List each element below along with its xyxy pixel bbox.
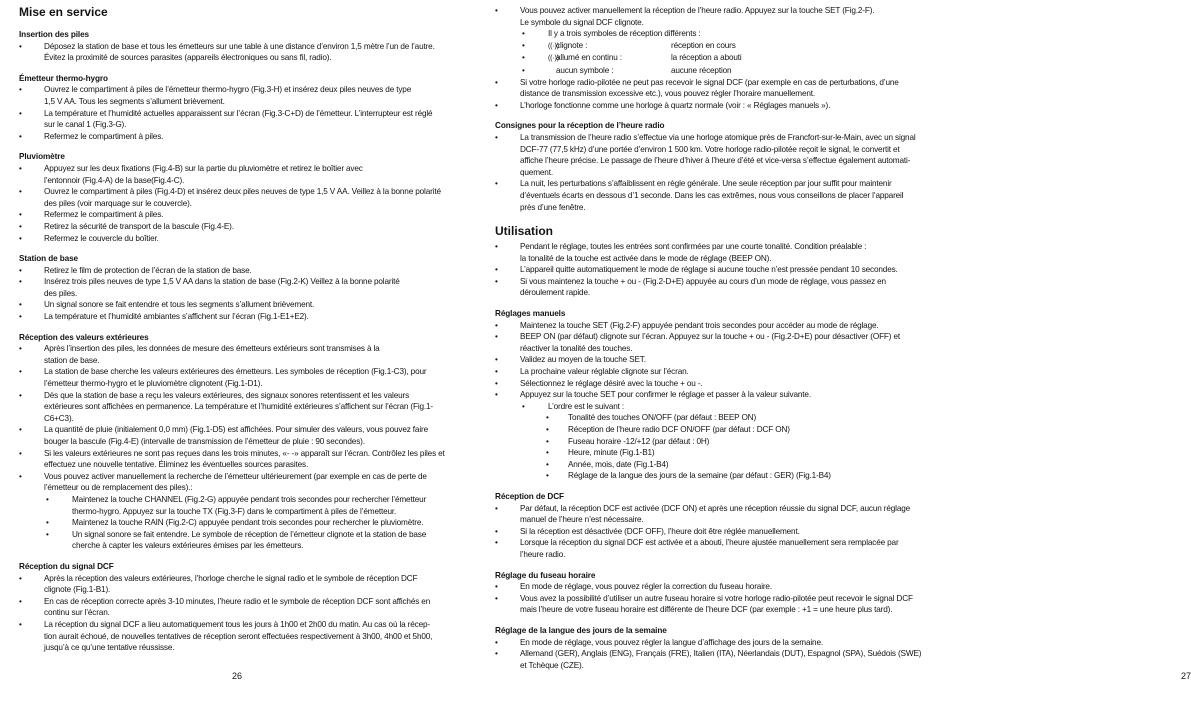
- symbol-state: allumé en continu :: [556, 53, 622, 63]
- item-line: bouger la bascule (Fig.4-E) (intervalle de transmission de l’émetteur de pluie : 90 secondes).: [44, 437, 365, 446]
- bullet: •: [495, 593, 498, 603]
- bullet: •: [495, 390, 498, 400]
- item-line: Vous avez la possibilité d’utiliser un autre fuseau horaire si votre horloge radio-pilotée peut recevoir le signal DCF: [520, 593, 913, 603]
- bullet: •: [19, 344, 22, 354]
- list-item: [19, 529, 451, 552]
- bullet: •: [546, 448, 549, 458]
- item-line: effectuez une nouvelle tentative. Éliminez les éventuelles sources parasites.: [44, 460, 309, 470]
- reception-symbol-row: [495, 52, 927, 65]
- list-item: [19, 390, 451, 425]
- item-line: continu sur l’écran.: [44, 608, 110, 618]
- item-line: manuel de l’heure n’est nécessaire.: [520, 515, 644, 525]
- bullet: •: [546, 425, 549, 434]
- symbol-meaning: la réception a abouti: [671, 53, 742, 63]
- bullet: •: [495, 242, 498, 252]
- bullet: •: [546, 436, 549, 446]
- bullet: •: [19, 187, 22, 197]
- bullet: •: [495, 526, 498, 536]
- bullet: •: [495, 367, 498, 377]
- item-line: clignote (Fig.1-B1).: [44, 585, 111, 595]
- item-line: jusqu’à ce qu’une tentative réussisse.: [44, 643, 175, 653]
- left-page: [0, 0, 460, 703]
- section: [495, 120, 927, 213]
- bullet: •: [19, 596, 22, 606]
- item-line: Si vous maintenez la touche + ou - (Fig.2-D+E) appuyée au cours d’un mode de réglage, vous passez en: [520, 276, 886, 286]
- left-page-content: [19, 5, 451, 654]
- item-line: mais l’heure de votre fuseau horaire est différente de l’heure DCF (par exemple : +1 = une heure plus tard).: [520, 605, 893, 615]
- section: [19, 561, 451, 654]
- settings-order-text: Année, mois, date (Fig.1-B4): [568, 459, 669, 469]
- item-line: réactiver la tonalité des touches.: [520, 343, 633, 353]
- bullet: •: [495, 265, 498, 275]
- section: [19, 332, 451, 552]
- item-line: Retirez la sécurité de transport de la bascule (Fig.4-E).: [44, 221, 234, 231]
- section-heading: Réglages manuels: [495, 309, 566, 319]
- section-heading: Pluviomètre: [19, 152, 65, 162]
- page-number-right: 27: [1181, 671, 1191, 681]
- section-heading: Réglage du fuseau horaire: [495, 570, 596, 580]
- bullet: •: [19, 390, 22, 400]
- item-line: Un signal sonore se fait entendre et tous les segments s’allument brièvement.: [44, 300, 315, 310]
- bullet: •: [495, 276, 498, 286]
- item-line: Évitez la proximité de sources parasites (appareils électroniques ou sans fil, radio).: [44, 53, 332, 63]
- list-item: [495, 320, 927, 332]
- item-line: Il y a trois symboles de réception différents :: [548, 29, 701, 39]
- list-item: [495, 354, 927, 366]
- settings-order-item: [495, 447, 927, 459]
- item-line: et Tchèque (CZE).: [520, 660, 584, 670]
- page-number-left: 26: [232, 671, 243, 681]
- section: [495, 491, 927, 561]
- bullet: •: [46, 529, 49, 539]
- item-line: affiche l’heure précise. Le passage de l’heure d’hiver à l’heure d’été et vice-versa s’effectue également automati-: [520, 156, 911, 166]
- list-item: [495, 537, 927, 560]
- settings-order-text: Réception de l’heure radio DCF ON/OFF (par défaut : DCF ON): [568, 425, 790, 434]
- item-line: d’éventuels écarts en dessous d’1 seconde. Dans les cas extrêmes, nous vous conseillons de placer l’appareil: [520, 190, 904, 200]
- bullet: •: [495, 320, 498, 330]
- list-item: [19, 131, 451, 143]
- reception-symbols-list: [495, 40, 927, 77]
- right-sections: [495, 491, 927, 671]
- item-line: BEEP ON (par défaut) clignote sur l’écran. Appuyez sur la touche + ou - (Fig.2-D+E) pour désactiver (OFF) et: [520, 332, 901, 342]
- item-line: C6+C3).: [44, 413, 74, 423]
- item-line: station de base.: [44, 355, 100, 365]
- item-line: l’heure radio.: [520, 549, 566, 559]
- item-line: En cas de réception correcte après 3-10 minutes, l’heure radio et le symbole de réception DCF sont affichés en: [44, 596, 431, 606]
- list-item: [19, 41, 451, 64]
- list-item: [495, 648, 927, 671]
- symbol-meaning: aucune réception: [671, 65, 732, 75]
- bullet: •: [522, 29, 525, 39]
- settings-order-text: Heure, minute (Fig.1-B1): [568, 448, 655, 458]
- list-item: [19, 233, 451, 245]
- list-item: [19, 424, 451, 447]
- list-item: [495, 264, 927, 276]
- item-line: Si la réception est désactivée (DCF OFF), l’heure doit être réglée manuellement.: [520, 526, 800, 536]
- bullet: •: [522, 40, 525, 50]
- bullet: •: [495, 378, 498, 388]
- list-item: [19, 448, 451, 471]
- page-title: Mise en service: [19, 5, 108, 19]
- reception-symbol-row: [495, 40, 927, 53]
- bullet: •: [19, 85, 22, 95]
- settings-order-text: Tonalité des touches ON/OFF (par défaut : BEEP ON): [568, 413, 757, 423]
- list-item: [19, 366, 451, 389]
- list-item: [19, 343, 451, 366]
- item-line: L’ordre est le suivant :: [548, 401, 625, 411]
- list-item: [19, 84, 451, 107]
- symbol-label: [548, 40, 671, 53]
- bullet: •: [19, 448, 22, 458]
- bullet: •: [522, 65, 525, 75]
- list-item: [19, 265, 451, 277]
- bullet: •: [495, 100, 498, 110]
- item-line: La température et l’humidité ambiantes s’affichent sur l’écran (Fig.1-E1+E2).: [44, 312, 309, 322]
- list-item: [19, 299, 451, 311]
- item-line: Si votre horloge radio-pilotée ne peut pas recevoir le signal DCF (par exemple en cas de perturbations, d’une: [520, 77, 899, 87]
- bullet: •: [19, 221, 22, 231]
- item-line: La réception du signal DCF a lieu automatiquement tous les jours à 1h00 et 2h00 du matin. Au cas où la récep-: [44, 619, 430, 629]
- settings-order-item: [495, 424, 927, 436]
- bullet: •: [546, 471, 549, 481]
- list-item: [495, 276, 927, 299]
- manual-settings-items: [495, 320, 927, 413]
- item-line: La quantité de pluie (initialement 0,0 mm) (Fig.1-D5) est affichées. Pour simuler des valeurs, vous pouvez faire: [44, 425, 428, 435]
- item-line: extérieures sont affichées en permanence. La température et l’humidité extérieures s’affichent sur l’écran (Fig.1-: [44, 402, 433, 412]
- bullet: •: [19, 312, 22, 322]
- bullet: •: [19, 277, 22, 287]
- section: [495, 570, 927, 616]
- item-line: Maintenez la touche RAIN (Fig.2-C) appuyée pendant trois secondes pour rechercher le pluviomètre.: [72, 518, 424, 528]
- bullet: •: [495, 355, 498, 365]
- item-line: sur le canal 1 (Fig.3-G).: [44, 120, 127, 130]
- bullet: •: [19, 425, 22, 435]
- utilisation-items: [495, 241, 927, 299]
- list-item: [495, 401, 927, 413]
- list-item: [495, 637, 927, 649]
- bullet: •: [495, 179, 498, 189]
- utilisation-title: Utilisation: [495, 224, 554, 239]
- bullet: •: [546, 459, 549, 469]
- item-line: Vous pouvez activer manuellement la recherche de l’émetteur ultérieurement (par exemple en cas de perte de: [44, 471, 427, 481]
- bullet: •: [19, 163, 22, 173]
- bullet: •: [19, 210, 22, 220]
- item-line: des piles.: [44, 288, 78, 298]
- symbol-label: [548, 52, 671, 65]
- bullet: •: [495, 6, 498, 15]
- item-line: La prochaine valeur réglable clignote sur l’écran.: [520, 367, 689, 377]
- list-item: [495, 241, 927, 264]
- item-line: La nuit, les perturbations s’affaiblissent en règle générale. Une seule réception par jour suffit pour maintenir: [520, 179, 892, 189]
- signal-icon: ((·)): [548, 42, 559, 50]
- item-line: Le symbole du signal DCF clignote.: [520, 17, 644, 27]
- item-line: distance de transmission excessive etc.), vous pouvez régler l’horaire manuellement.: [520, 89, 816, 99]
- item-line: Refermez le compartiment à piles.: [44, 131, 164, 141]
- bullet: •: [495, 538, 498, 548]
- section-heading: Réception des valeurs extérieures: [19, 332, 149, 342]
- item-line: Ouvrez le compartiment à piles (Fig.4-D) et insérez deux piles neuves de type 1,5 V AA. Veillez à la bonne polarité: [44, 187, 441, 197]
- bullet: •: [495, 77, 498, 87]
- bullet: •: [46, 494, 49, 504]
- item-line: Vous pouvez activer manuellement la réception de l’heure radio. Appuyez sur la touche SET (Fig.2-F).: [520, 6, 875, 15]
- item-line: l’émetteur thermo-hygro et le pluviomètre clignotent (Fig.1-D1).: [44, 379, 263, 389]
- section: [19, 253, 451, 323]
- right-page: [475, 0, 1191, 703]
- list-item: [495, 366, 927, 378]
- item-line: Allemand (GER), Anglais (ENG), Français (FRE), Italien (ITA), Néerlandais (DUT), Espagnol (SPA), Suédois (SWE): [520, 649, 922, 659]
- settings-order-item: [495, 470, 927, 482]
- item-line: l’émetteur ou de remplacement des piles).:: [44, 483, 193, 493]
- bullet: •: [495, 637, 498, 647]
- section-heading: Émetteur thermo-hygro: [19, 73, 108, 83]
- settings-order-text: Fuseau horaire -12/+12 (par défaut : 0H): [568, 436, 710, 446]
- bullet: •: [19, 573, 22, 583]
- item-line: l’entonnoir (Fig.4-A) de la base(Fig.4-C).: [44, 175, 185, 185]
- section-heading: Réglage de la langue des jours de la semaine: [495, 625, 667, 635]
- bullet: •: [19, 265, 22, 275]
- item-line: La transmission de l’heure radio s’effectue via une horloge atomique près de Francfort-sur-le-Main, avec un signal: [520, 132, 916, 142]
- item-line: 1,5 V AA. Tous les segments s’allument brièvement.: [44, 96, 225, 106]
- list-item: [495, 581, 927, 593]
- bullet: •: [19, 108, 22, 118]
- bullet: •: [495, 649, 498, 659]
- reception-symbol-row: [495, 65, 927, 77]
- right-page-content: [495, 5, 927, 671]
- radio-reception-section: [495, 120, 927, 213]
- bullet: •: [495, 332, 498, 342]
- item-line: DCF-77 (77,5 kHz) d’une portée d’environ 1 500 km. Votre horloge radio-pilotée reçoit le signal, le convertit et: [520, 144, 900, 154]
- list-item: [495, 593, 927, 616]
- list-item: [495, 28, 927, 40]
- item-line: L’horloge fonctionne comme une horloge à quartz normale (voir : « Réglages manuels »).: [520, 100, 831, 110]
- settings-order-text: Réglage de la langue des jours de la semaine (par défaut : GER) (Fig.1-B4): [568, 471, 831, 481]
- item-line: Dès que la station de base a reçu les valeurs extérieures, des signaux sonores retentissent et les valeurs: [44, 390, 410, 400]
- list-item: [19, 596, 451, 619]
- item-line: En mode de réglage, vous pouvez régler la langue d’affichage des jours de la semaine.: [520, 637, 823, 647]
- section-heading: Réception du signal DCF: [19, 561, 114, 571]
- list-item: [495, 378, 927, 390]
- item-line: Après l’insertion des piles, les données de mesure des émetteurs extérieurs sont transmises à la: [44, 344, 380, 354]
- list-item: [19, 186, 451, 209]
- item-line: Maintenez la touche SET (Fig.2-F) appuyée pendant trois secondes pour accéder au mode de réglage.: [520, 320, 879, 330]
- bullet: •: [19, 367, 22, 377]
- list-item: [495, 100, 927, 112]
- item-line: Par défaut, la réception DCF est activée (DCF ON) et après une réception réussie du signal DCF, aucun réglage: [520, 503, 911, 513]
- item-line: Insérez trois piles neuves de type 1,5 V AA dans la station de base (Fig.2-K) Veillez à la bonne polarité: [44, 277, 400, 287]
- list-item: [495, 132, 927, 178]
- item-line: Maintenez la touche CHANNEL (Fig.2-G) appuyée pendant trois secondes pour rechercher l’émetteur: [72, 494, 427, 504]
- bullet: •: [546, 413, 549, 423]
- list-item: [19, 494, 451, 517]
- section-heading: Insertion des piles: [19, 30, 89, 39]
- list-item: [19, 573, 451, 596]
- symbol-label: [548, 65, 671, 77]
- bullet: •: [522, 401, 525, 411]
- section-heading: Réception de DCF: [495, 491, 564, 501]
- item-line: déroulement rapide.: [520, 288, 590, 298]
- list-item: [19, 276, 451, 299]
- section: [19, 73, 451, 143]
- bullet: •: [46, 518, 49, 528]
- item-line: Sélectionnez le réglage désiré avec la touche + ou -.: [520, 378, 703, 388]
- item-line: Appuyez sur les deux fixations (Fig.4-B) sur la partie du pluviomètre et retirez le boîtier avec: [44, 163, 363, 173]
- section-heading: Consignes pour la réception de l’heure radio: [495, 121, 665, 131]
- item-line: la tonalité de la touche est activée dans le mode de réglage (BEEP ON).: [520, 253, 772, 263]
- item-line: Refermez le couvercle du boîtier.: [44, 233, 159, 243]
- item-line: Appuyez sur la touche SET pour confirmer le réglage et passer à la valeur suivante.: [520, 390, 811, 400]
- list-item: [19, 311, 451, 323]
- item-line: Ouvrez le compartiment à piles de l’émetteur thermo-hygro (Fig.3-H) et insérez deux piles neuves de type: [44, 85, 412, 95]
- list-item: [19, 209, 451, 221]
- item-line: près d’une fenêtre.: [520, 202, 586, 212]
- list-item: [495, 5, 927, 28]
- item-line: L’appareil quitte automatiquement le mode de réglage si aucune touche n’est pressée pendant 10 secondes.: [520, 265, 898, 275]
- item-line: Un signal sonore se fait entendre. Le symbole de réception de l’émetteur clignote et la station de base: [72, 529, 427, 539]
- symbol-state: clignote :: [556, 40, 588, 50]
- section: [495, 625, 927, 671]
- item-line: des piles (voir marquage sur le couvercle).: [44, 198, 192, 208]
- item-line: Validez au moyen de la touche SET.: [520, 355, 646, 365]
- list-item: [495, 526, 927, 538]
- bullet: •: [19, 41, 22, 51]
- symbol-state: aucun symbole :: [556, 65, 614, 75]
- section: [19, 151, 451, 244]
- list-item: [495, 331, 927, 354]
- item-line: Pendant le réglage, toutes les entrées sont confirmées par une courte tonalité. Condition préalable :: [520, 242, 867, 252]
- list-item: [495, 389, 927, 401]
- bullet: •: [19, 131, 22, 141]
- list-item: [495, 77, 927, 100]
- manual-setting-items: [495, 77, 927, 112]
- section: [19, 29, 451, 64]
- item-line: La station de base cherche les valeurs extérieures des émetteurs. Les symboles de réception (Fig.1-C3), pour: [44, 367, 427, 377]
- bullet: •: [495, 132, 498, 142]
- manual-reception-items: [495, 5, 927, 40]
- list-item: [19, 163, 451, 186]
- list-item: [19, 108, 451, 131]
- item-line: Lorsque la réception du signal DCF est activée et a abouti, l’heure ajustée manuellement sera remplacée par: [520, 538, 899, 548]
- item-line: quement.: [520, 167, 553, 177]
- item-line: La température et l’humidité actuelles apparaissent sur l’écran (Fig.3-C+D) de l’émetteur. L’interrupteur est réglé: [44, 108, 433, 118]
- settings-order-list: [495, 412, 927, 482]
- bullet: •: [19, 471, 22, 481]
- settings-order-item: [495, 436, 927, 448]
- settings-order-item: [495, 459, 927, 471]
- section-heading: Station de base: [19, 254, 79, 264]
- item-line: tion aurait échoué, de nouvelles tentatives de réception seront effectuées respectivement à 3h00, 4h00 et 5h00,: [44, 631, 433, 641]
- list-item: [19, 619, 451, 654]
- item-line: cherche à capter les valeurs extérieures émises par les émetteurs.: [72, 541, 304, 551]
- list-item: [495, 178, 927, 213]
- bullet: •: [495, 582, 498, 592]
- item-line: Si les valeurs extérieures ne sont pas reçues dans les trois minutes, «- -» apparaît sur l’écran. Contrôlez les piles et: [44, 448, 445, 458]
- bullet: •: [495, 503, 498, 513]
- bullet: •: [19, 300, 22, 310]
- bullet: •: [522, 53, 525, 63]
- left-sections: [19, 29, 451, 654]
- item-line: thermo-hygro. Appuyez sur la touche TX (Fig.3-F) dans le compartiment à piles de l’émetteur.: [72, 506, 397, 516]
- list-item: [19, 517, 451, 529]
- item-line: Après la réception des valeurs extérieures, l’horloge cherche le signal radio et le symbole de réception DCF: [44, 573, 418, 583]
- item-line: Refermez le compartiment à piles.: [44, 210, 164, 220]
- signal-icon: ((·)): [548, 55, 559, 63]
- item-line: En mode de réglage, vous pouvez régler la correction du fuseau horaire.: [520, 582, 772, 592]
- list-item: [19, 221, 451, 233]
- item-line: Retirez le film de protection de l’écran de la station de base.: [44, 265, 252, 275]
- bullet: •: [19, 233, 22, 243]
- list-item: [19, 471, 451, 494]
- symbol-meaning: réception en cours: [671, 40, 736, 50]
- bullet: •: [19, 619, 22, 629]
- settings-order-item: [495, 412, 927, 424]
- item-line: Déposez la station de base et tous les émetteurs sur une table à une distance d’environ 1,5 mètre l’un de l’autre.: [44, 41, 435, 51]
- list-item: [495, 503, 927, 526]
